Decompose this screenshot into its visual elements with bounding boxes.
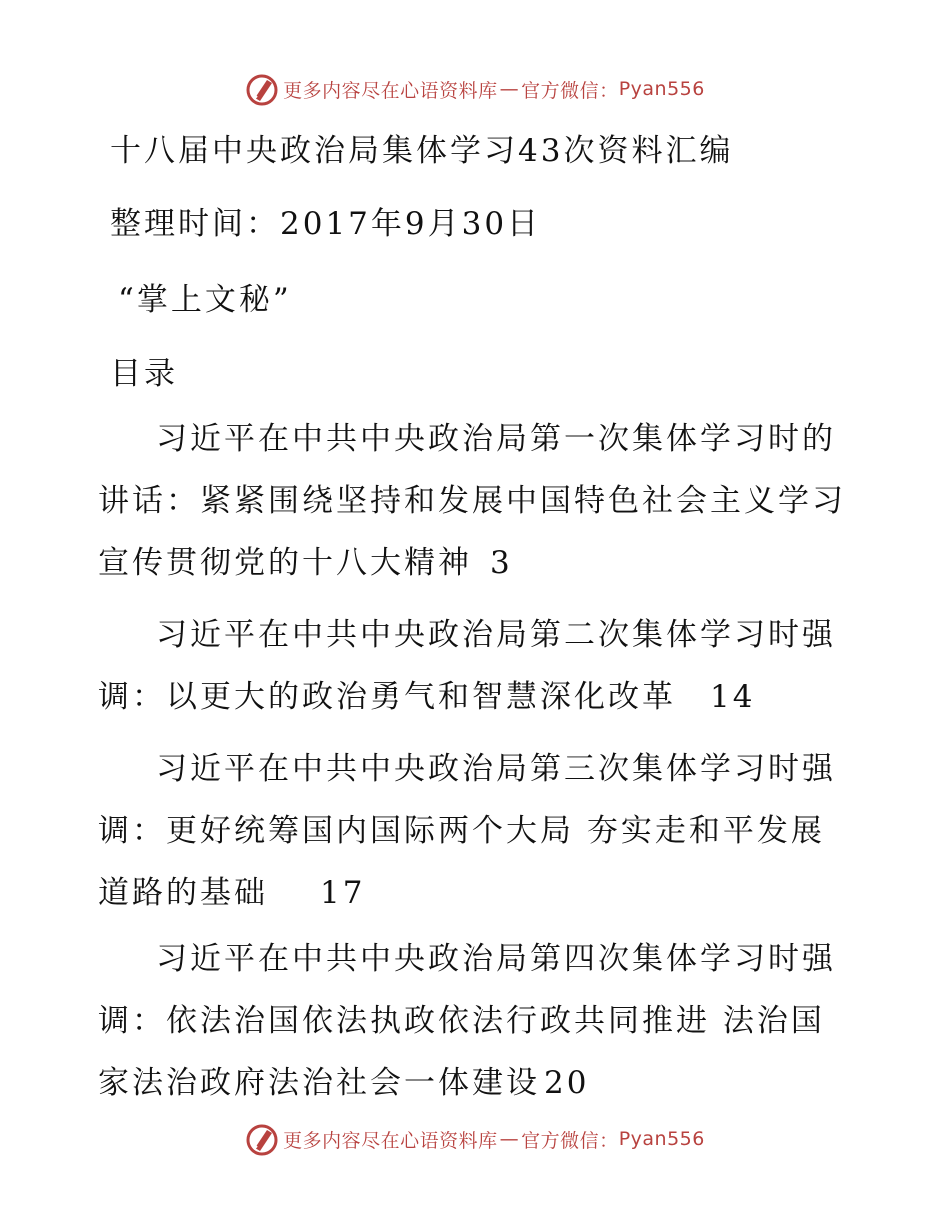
banner-separator: — xyxy=(499,78,520,100)
toc-page-number: 14 xyxy=(710,679,756,715)
toc-page-number: 3 xyxy=(490,545,513,581)
banner-text: 更多内容尽在心语资料库 xyxy=(283,79,498,102)
toc-entry-text: 习近平在中共中央政治局第一次集体学习时的讲话：紧紧围绕坚持和发展中国特色社会主义学习宣传贯彻党的十八大精神 xyxy=(98,421,846,581)
footer-banner xyxy=(0,1122,950,1156)
document-title: 十八届中央政治局集体学习43次资料汇编 xyxy=(110,133,734,169)
toc-entry-3[interactable] xyxy=(98,738,848,924)
toc-entry-text: 习近平在中共中央政治局第三次集体学习时强调：更好统筹国内国际两个大局 夯实走和平发展道路的基础 xyxy=(98,751,836,911)
header-banner xyxy=(0,72,950,106)
source-line: “掌上文秘” xyxy=(118,282,292,318)
toc-page-number: 20 xyxy=(544,1065,590,1101)
banner-wechat-label: 官方微信： xyxy=(521,1129,619,1152)
pen-logo-icon xyxy=(245,72,279,106)
toc-entry-text: 习近平在中共中央政治局第二次集体学习时强调：以更大的政治勇气和智慧深化改革 xyxy=(98,617,836,715)
banner-separator: — xyxy=(499,1128,520,1150)
toc-entry-1[interactable] xyxy=(98,408,848,594)
pen-logo-icon xyxy=(245,1122,279,1156)
toc-page-number: 17 xyxy=(320,875,366,911)
banner-wechat-id: Pyan556 xyxy=(618,1128,705,1150)
toc-heading: 目录 xyxy=(110,356,178,392)
date-line: 整理时间：2017年9月30日 xyxy=(110,206,542,242)
banner-wechat-id: Pyan556 xyxy=(618,78,705,100)
toc-entry-2[interactable] xyxy=(98,604,848,728)
banner-text: 更多内容尽在心语资料库 xyxy=(283,1129,498,1152)
banner-wechat-label: 官方微信： xyxy=(521,79,619,102)
toc-entry-4[interactable] xyxy=(98,928,848,1114)
toc-entry-text: 习近平在中共中央政治局第四次集体学习时强调：依法治国依法执政依法行政共同推进 法治国家法治政府法治社会一体建设 xyxy=(98,941,836,1101)
